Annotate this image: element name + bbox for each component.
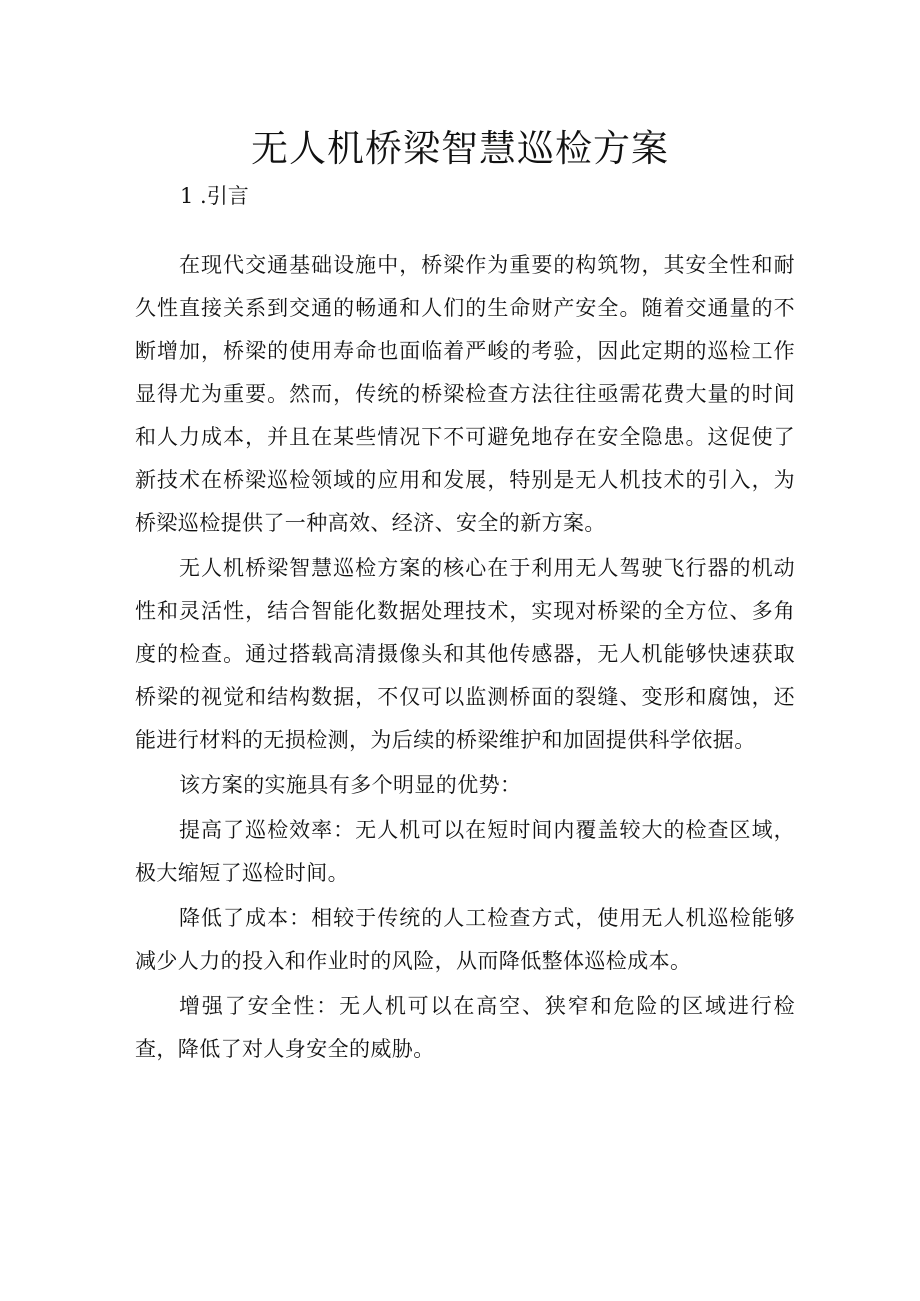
- paragraph-advantage-cost: 降低了成本：相较于传统的人工检查方式，使用无人机巡检能够减少人力的投入和作业时的风险，从而降低整体巡检成本。: [135, 906, 795, 973]
- section-heading-introduction: 1 .引言: [180, 184, 249, 208]
- paragraph-advantage-safety: 增强了安全性：无人机可以在高空、狭窄和危险的区域进行检查，降低了对人身安全的威胁。: [135, 994, 795, 1061]
- paragraph-core-idea: 无人机桥梁智慧巡检方案的核心在于利用无人驾驶飞行器的机动性和灵活性，结合智能化数据处理技术，实现对桥梁的全方位、多角度的检查。通过搭载高清摄像头和其他传感器，无人机能够快速获取桥梁的视觉和结构数据，不仅可以监测桥面的裂缝、变形和腐蚀，还能进行材料的无损检测，为后续的桥梁维护和加固提供科学依据。: [135, 556, 795, 752]
- document-title: 无人机桥梁智慧巡检方案: [251, 127, 669, 170]
- paragraph-advantage-efficiency: 提高了巡检效率：无人机可以在短时间内覆盖较大的检查区域，极大缩短了巡检时间。: [135, 818, 795, 885]
- body-text: [135, 244, 795, 1071]
- paragraph-background: 在现代交通基础设施中，桥梁作为重要的构筑物，其安全性和耐久性直接关系到交通的畅通和人们的生命财产安全。随着交通量的不断增加，桥梁的使用寿命也面临着严峻的考验，因此定期的巡检工作显得尤为重要。然而，传统的桥梁检查方法往往亟需花费大量的时间和人力成本，并且在某些情况下不可避免地存在安全隐患。这促使了新技术在桥梁巡检领域的应用和发展，特别是无人机技术的引入，为桥梁巡检提供了一种高效、经济、安全的新方案。: [135, 253, 795, 535]
- paragraph-advantages-intro: 该方案的实施具有多个明显的优势：: [179, 773, 522, 797]
